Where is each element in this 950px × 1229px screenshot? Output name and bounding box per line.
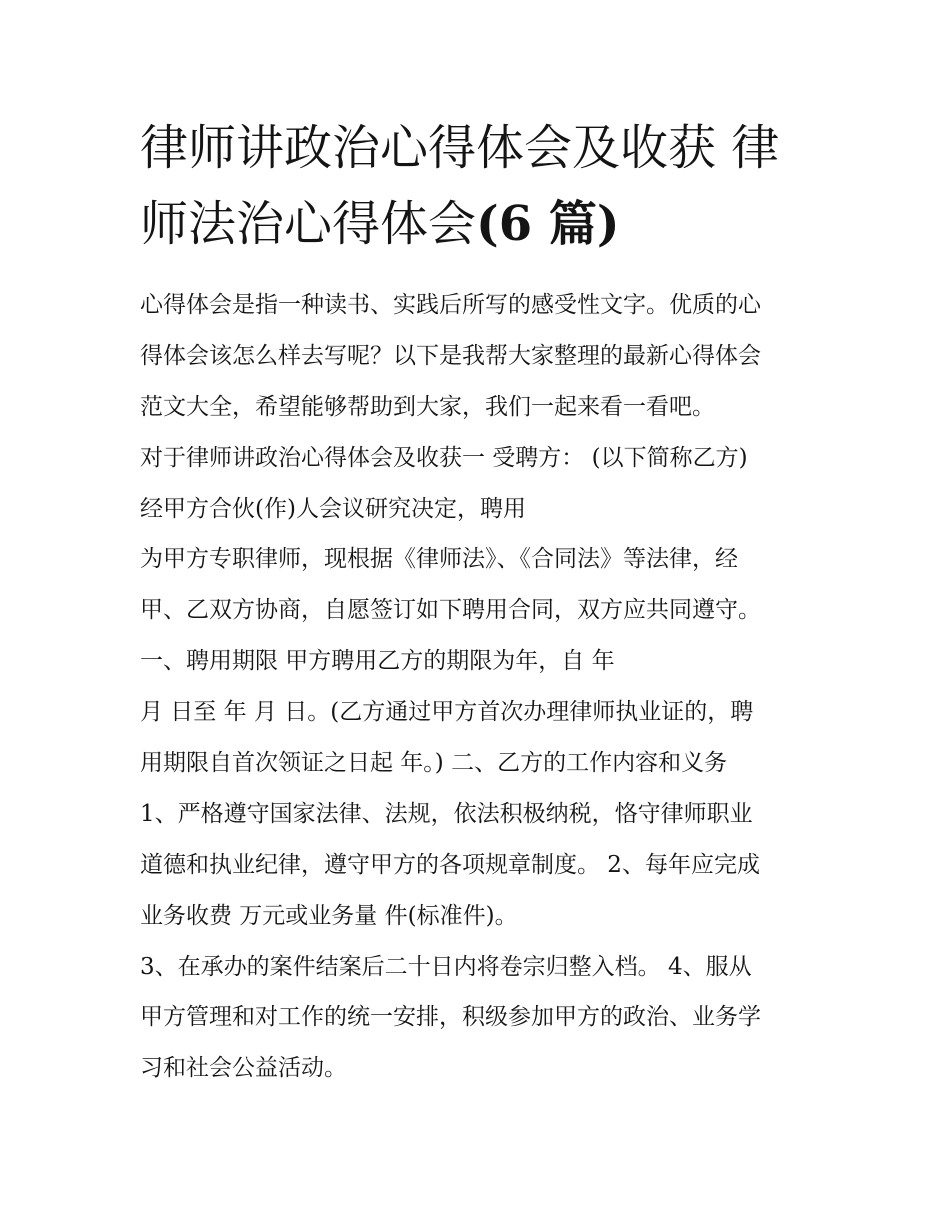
body-line: 得体会该怎么样去写呢？以下是我帮大家整理的最新心得体会	[140, 342, 761, 369]
body-line: 一、聘用期限 甲方聘用乙方的期限为年，自 年	[140, 648, 615, 675]
document-title	[140, 110, 830, 262]
title-line-2-count: (6 篇)	[476, 196, 620, 252]
body-line: 道德和执业纪律，遵守甲方的各项规章制度。 2、每年应完成	[140, 851, 760, 878]
body-line: 心得体会是指一种读书、实践后所写的感受性文字。优质的心	[140, 292, 761, 318]
body-line: 业务收费 万元或业务量 件(标准件)。	[140, 902, 518, 929]
document-body	[140, 280, 830, 1094]
body-line: 3、在承办的案件结案后二十日内将卷宗归整入档。 4、服从	[140, 953, 752, 980]
body-line: 经甲方合伙(作)人会议研究决定，聘用	[140, 495, 526, 522]
body-line: 1、严格遵守国家法律、法规，依法积极纳税，恪守律师职业	[140, 800, 753, 827]
title-line-1	[140, 110, 830, 186]
title-line-2-text: 师法治心得体会	[140, 196, 477, 252]
body-line: 甲、乙双方协商，自愿签订如下聘用合同，双方应共同遵守。	[140, 597, 761, 624]
body-line: 对于律师讲政治心得体会及收获一 受聘方： (以下简称乙方)	[140, 444, 748, 471]
body-line: 甲方管理和对工作的统一安排，积级参加甲方的政治、业务学	[140, 1004, 761, 1031]
body-line: 为甲方专职律师，现根据《律师法》、《合同法》等法律，经	[140, 546, 738, 573]
body-line: 范文大全，希望能够帮助到大家，我们一起来看一看吧。	[140, 393, 715, 420]
body-line: 习和社会公益活动。	[140, 1055, 347, 1082]
body-line: 月 日至 年 月 日。(乙方通过甲方首次办理律师执业证的，聘	[140, 699, 754, 726]
title-line-2	[140, 186, 830, 262]
title-line-1-text: 律师讲政治心得体会及收获 律	[140, 120, 780, 176]
body-line: 用期限自首次领证之日起 年。) 二、乙方的工作内容和义务	[140, 750, 728, 777]
